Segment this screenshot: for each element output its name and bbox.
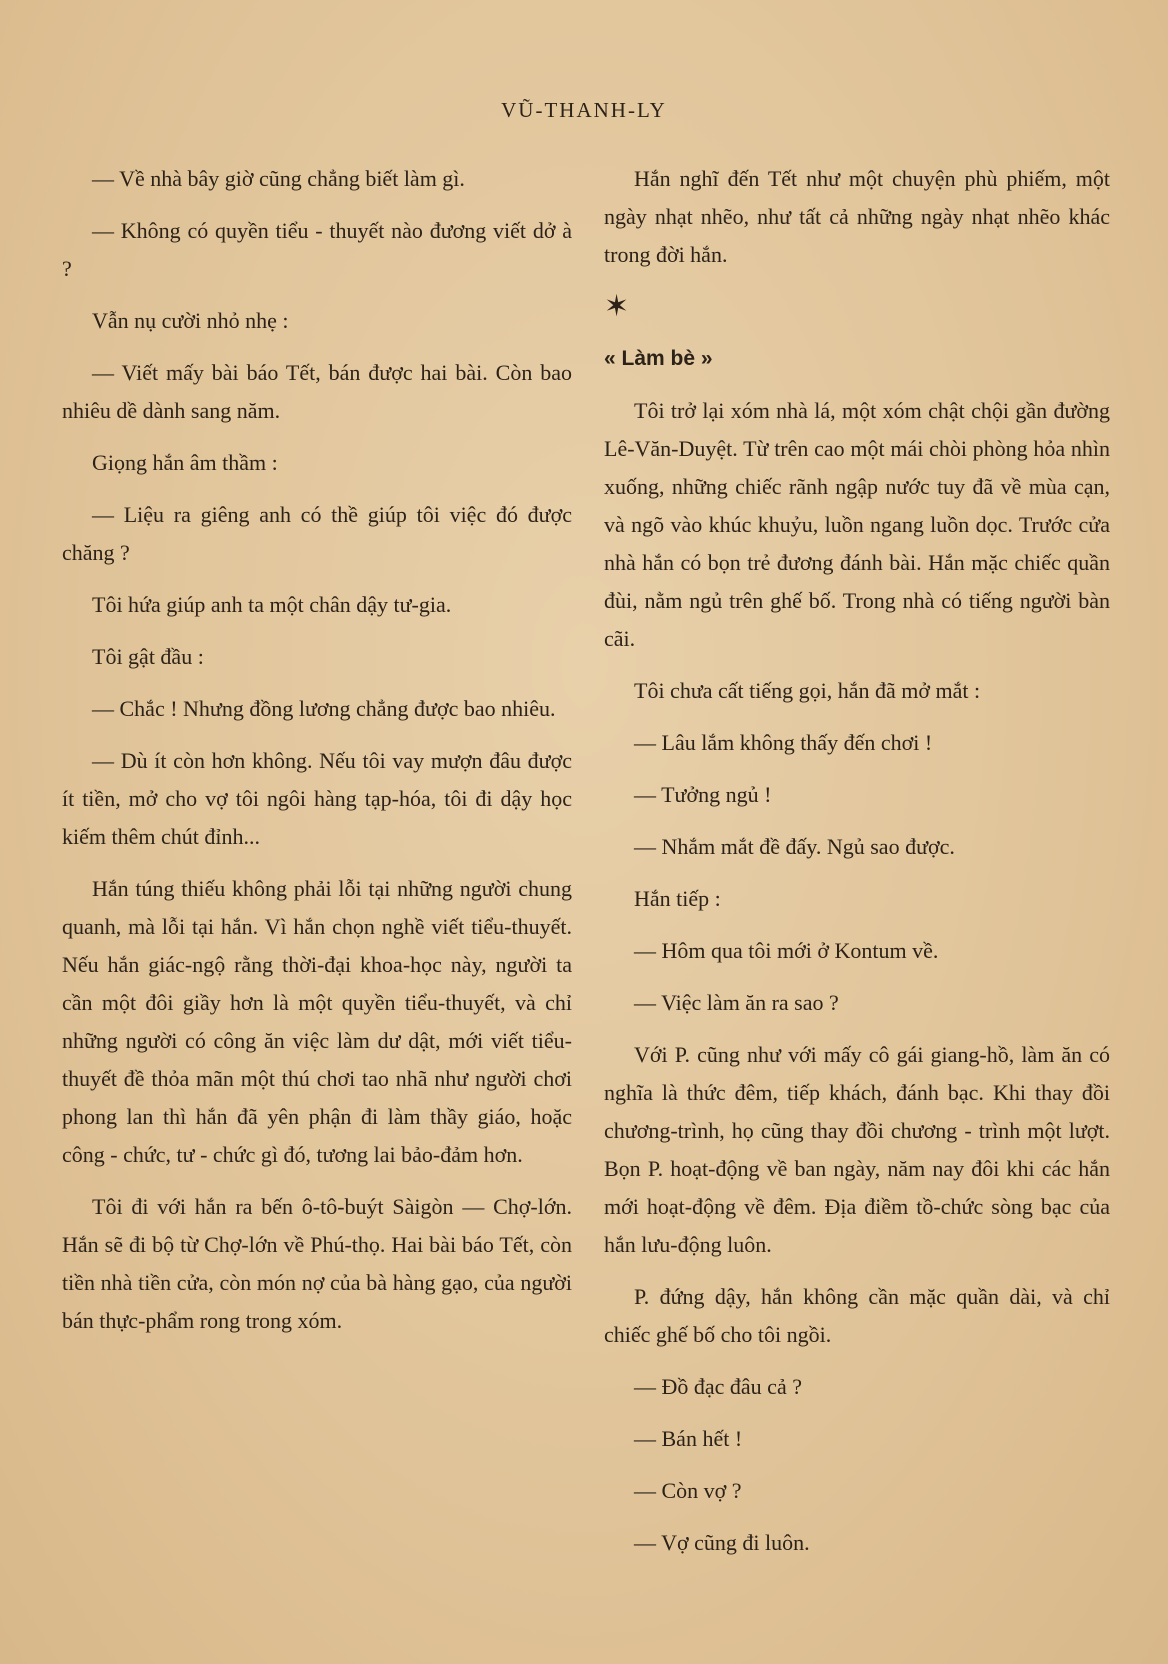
section-title: « Làm bè » [604, 347, 713, 370]
paragraph: Tôi hứa giúp anh ta một chân dậy tư-gia. [92, 592, 452, 617]
paragraph: — Liệu ra giêng anh có thề giúp tôi việc đó được chăng ? [62, 502, 572, 565]
ornament-star: ✶ [604, 290, 630, 323]
paragraph: Tôi chưa cất tiếng gọi, hắn đã mở mắt : [634, 678, 981, 703]
paragraph: — Hôm qua tôi mới ở Kontum về. [634, 938, 939, 963]
paragraph: Tôi gật đầu : [92, 644, 204, 669]
paragraph: — Lâu lắm không thấy đến chơi ! [634, 730, 933, 755]
paragraph: Với P. cũng như với mấy cô gái giang-hồ, làm ăn có nghĩa là thức đêm, tiếp khách, đánh bạc. Khi thay đồi chương-trình, họ cũng thay đồi chương - trình một lượt. Bọn P. hoạt-động về ban ngày, năm nay đôi khi các hắn mới hoạt-động về đêm. Địa điềm tồ-chức sòng bạc của hắn lưu-động luôn. [604, 1042, 1110, 1257]
paragraph: — Không có quyền tiểu - thuyết nào đương viết dở à ? [62, 218, 572, 281]
paragraph: — Vợ cũng đi luôn. [634, 1530, 810, 1555]
paragraph: Tôi đi với hắn ra bến ô-tô-buýt Sàigòn — Chợ-lớn. Hắn sẽ đi bộ từ Chợ-lớn về Phú-thọ. Hai bài báo Tết, còn tiền nhà tiền cửa, còn món nợ của bà hàng gạo, của người bán thực-phẩm rong trong xóm. [62, 1194, 572, 1333]
paragraph: Tôi trở lại xóm nhà lá, một xóm chật chội gần đường Lê-Văn-Duyệt. Từ trên cao một mái chòi phòng hỏa nhìn xuống, những chiếc rãnh ngập nước tuy đã về mùa cạn, và ngõ vào khúc khuỷu, luồn ngang luồn dọc. Trước cửa nhà hắn có bọn trẻ đương đánh bài. Hắn mặc chiếc quần đùi, nằm ngủ trên ghế bố. Trong nhà có tiếng người bàn cãi. [604, 398, 1110, 651]
paragraph: — Tưởng ngủ ! [634, 782, 772, 807]
paragraph: — Bán hết ! [634, 1426, 743, 1451]
paragraph: — Nhắm mắt đề đấy. Ngủ sao được. [634, 834, 955, 859]
paragraph: — Việc làm ăn ra sao ? [634, 990, 839, 1015]
right-column [604, 160, 1110, 1576]
paragraph: P. đứng dậy, hắn không cần mặc quần dài, và chỉ chiếc ghế bố cho tôi ngồi. [604, 1284, 1110, 1347]
paragraph: Hắn tiếp : [634, 886, 721, 911]
paragraph: Giọng hắn âm thầm : [92, 450, 278, 475]
paragraph: — Về nhà bây giờ cũng chẳng biết làm gì. [92, 166, 465, 191]
paragraph: Vẫn nụ cười nhỏ nhẹ : [92, 308, 289, 333]
paragraph: — Chắc ! Nhưng đồng lương chẳng được bao nhiêu. [92, 696, 556, 721]
running-header: VŨ-THANH-LY [501, 98, 667, 122]
paragraph: Hắn nghĩ đến Tết như một chuyện phù phiếm, một ngày nhạt nhẽo, như tất cả những ngày nhạt nhẽo khác trong đời hắn. [604, 166, 1110, 267]
paragraph: — Đồ đạc đâu cả ? [634, 1374, 802, 1399]
paragraph: — Viết mấy bài báo Tết, bán được hai bài. Còn bao nhiêu dề dành sang năm. [62, 360, 572, 423]
paragraph: — Còn vợ ? [634, 1478, 742, 1503]
paragraph: Hắn túng thiếu không phải lỗi tại những người chung quanh, mà lỗi tại hắn. Vì hắn chọn nghề viết tiểu-thuyết. Nếu hắn giác-ngộ rằng thời-đại khoa-học này, người ta cần một đôi giầy hơn là một quyền tiểu-thuyết, và chỉ những người có công ăn việc làm dư dật, mới viết tiểu-thuyết đề thỏa mãn một thú chơi tao nhã như người chơi phong lan thì hắn đã yên phận đi làm thầy giáo, hoặc công - chức, tư - chức gì đó, tương lai bảo-đảm hơn. [62, 876, 572, 1167]
paragraph: — Dù ít còn hơn không. Nếu tôi vay mượn đâu được ít tiền, mở cho vợ tôi ngôi hàng tạp-hóa, tôi đi dậy học kiếm thêm chút đỉnh... [62, 748, 572, 849]
left-column [62, 160, 572, 1354]
